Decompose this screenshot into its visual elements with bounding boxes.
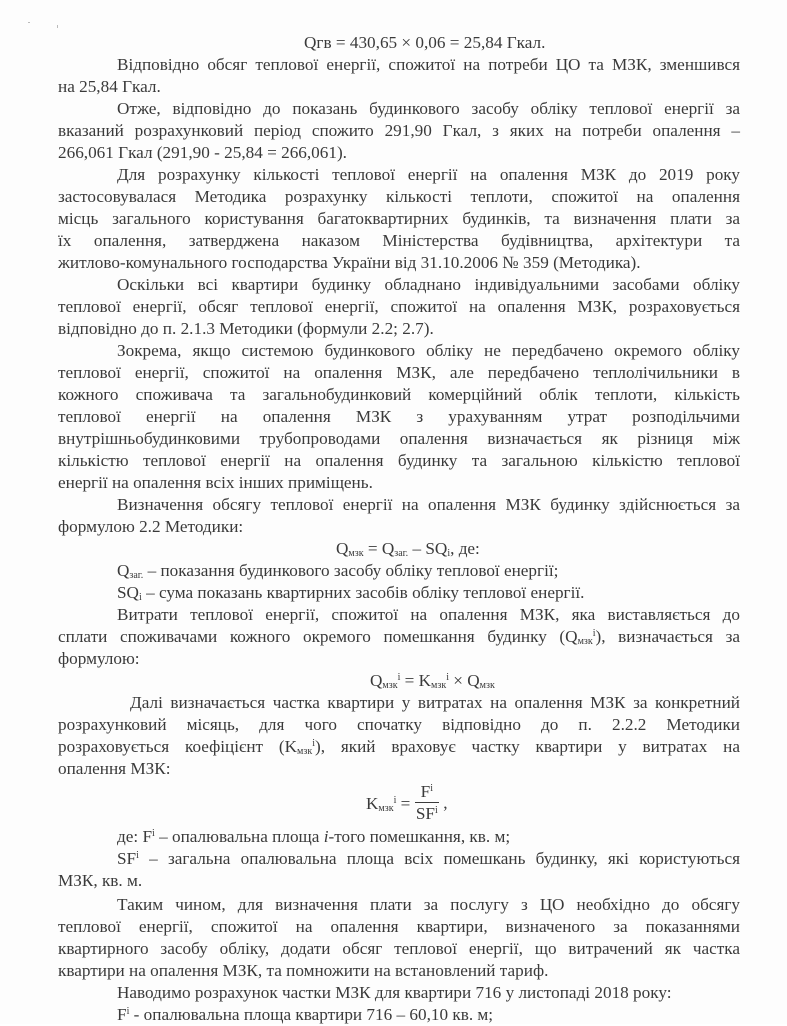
paragraph-costs-line1: Витрати теплової енергії, спожитої на опалення МЗК, яка виставляється до — [117, 605, 740, 624]
paragraph-costs-line3: формулою: — [58, 649, 140, 668]
text-line: Отже, відповідно до показань будинкового засобу обліку теплової енергії за — [117, 99, 740, 118]
paragraph-share-line1: Далі визначається частка квартири у витратах на опалення МЗК за конкретний — [130, 693, 740, 712]
text-line: житлово-комунального господарства України від 31.10.2006 № 359 (Методика). — [58, 253, 641, 272]
text-line: Зокрема, якщо системою будинкового обліку не передбачено окремого обліку — [117, 341, 740, 360]
text-line: Відповідно обсяг теплової енергії, спожитої на потреби ЦО та МЗК, зменшився — [117, 55, 740, 74]
paragraph-costs-line2: сплати споживачами кожного окремого помешкання будинку $(Q_{мзк}^i)$, визначається за — [58, 627, 740, 647]
paragraph-thus-line1: Таким чином, для визначення плати за послугу з ЦО необхідно до обсягу — [117, 895, 740, 914]
paragraph-share-line2: розрахунковий місяць, для чого спочатку відповідно до п. 2.2.2 Методики — [58, 715, 740, 734]
where-fi: де: $F^i$ – опалювальна площа i-того помешкання, кв. м; — [117, 827, 511, 846]
text-line: Для розрахунку кількості теплової енергії на опалення МЗК до 2019 року — [117, 165, 740, 184]
text-line: формулою 2.2 Методики: — [58, 517, 244, 536]
text-line: внутрішньобудинковими трубопроводами опалення визначається як різниця між — [58, 429, 740, 448]
calc-intro: Наводимо розрахунок частки МЗК для квартири 716 у листопаді 2018 року: — [117, 983, 672, 1002]
scan-speck — [57, 25, 58, 28]
text-line: кожного споживача та загальнобудинковий комерційний облік теплоти, кількість — [58, 385, 740, 404]
calc-fi: $F^i$ - опалювальна площа квартири 716 – 60,10 кв. м; — [117, 1005, 494, 1024]
formula-kmzk: $K_{мзк}^i$ = $\frac{F^i}{SF^i}$ , — [366, 782, 448, 823]
text-line: їх опалення, затверджена наказом Міністерства будівництва, архітектури та — [58, 231, 740, 250]
text-line: теплової енергії на опалення МЗК з урахуванням утрат розподільчими — [58, 407, 740, 426]
text-line: Визначення обсягу теплової енергії на опалення МЗК будинку здійснюється за — [117, 495, 740, 514]
paragraph-thus-line3: квартирного засобу обліку, додати обсяг теплової енергії, що витрачений як частка — [58, 939, 740, 958]
text-line: застосовувалася Методика розрахунку кількості теплоти, спожитої на опалення — [58, 187, 740, 206]
formula-qmzk: $Q_{мзк} = Q_{заг.} - SQ_i$, де: — [336, 539, 480, 559]
text-line: Оскільки всі квартири будинку обладнано індивідуальними засобами обліку — [117, 275, 740, 294]
text-line: відповідно до п. 2.1.3 Методики (формули 2.2; 2.7). — [58, 319, 434, 338]
fraction: $\frac{F^i}{SF^i}$ — [415, 782, 438, 823]
where-sfi-cont: МЗК, кв. м. — [58, 871, 143, 890]
text-line: Qгв = 430,65 × 0,06 = 25,84 Гкал. — [304, 33, 546, 52]
text-line: вказаний розрахунковий період спожито 291,90 Гкал, з яких на потреби опалення – — [58, 121, 740, 140]
paragraph-thus-line2: теплової енергії, спожитої на опалення квартири, визначеного за показаннями — [58, 917, 740, 936]
legend-qzag: $Q_{заг.}$ – показання будинкового засобу обліку теплової енергії; — [117, 561, 559, 581]
where-sfi: $SF^i$ – загальна опалювальна площа всіх помешкань будинку, які користуються — [117, 849, 740, 868]
paragraph-thus-line4: квартири на опалення МЗК, та помножити на встановлений тариф. — [58, 961, 549, 980]
text-line: на 25,84 Гкал. — [58, 77, 161, 96]
text-line: місць загального користування багатоквартирних будинків, та визначення плати за — [58, 209, 740, 228]
text-line: енергії на опалення всіх інших приміщень. — [58, 473, 373, 492]
legend-sqi: $SQ_i$ – сума показань квартирних засобів обліку теплової енергії. — [117, 583, 585, 603]
paragraph-share-line4: опалення МЗК: — [58, 759, 171, 778]
text-line: 266,061 Гкал (291,90 - 25,84 = 266,061). — [58, 143, 347, 162]
scan-speck — [28, 22, 30, 23]
paragraph-share-line3: розраховується коефіцієнт $(K_{мзк}^i)$, який враховує частку квартири у витратах на — [58, 737, 740, 757]
formula-qmzk-i: $Q_{мзк}^i = K_{мзк}^i \times Q_{мзк}$ — [370, 671, 495, 691]
text-line: теплової енергії, обсяг теплової енергії, спожитої на опалення МЗК, розраховується — [58, 297, 740, 316]
text-line: теплової енергії, спожитої на опалення МЗК, але передбачено теплолічильники в — [58, 363, 740, 382]
text-line: кількістю теплової енергії на опалення будинку та загальною кількістю теплової — [58, 451, 740, 470]
